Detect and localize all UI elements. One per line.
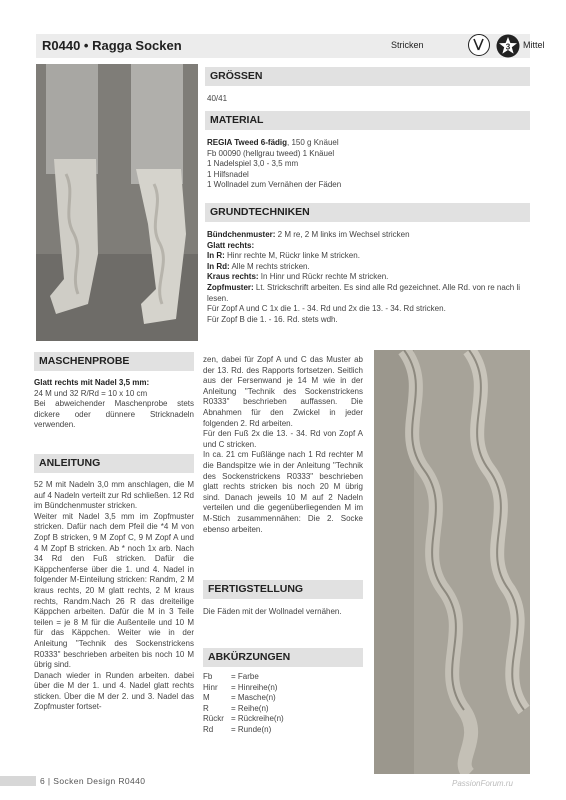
instructions-paragraph: Für den Fuß 2x die 13. - 34. Rd von Zopf A und C stricken. [203, 429, 363, 449]
material-line: 1 Hilfsnadel [207, 169, 249, 179]
socks-photo [36, 64, 198, 341]
knitting-needles-icon [468, 34, 490, 56]
size-value: 40/41 [207, 94, 228, 103]
abbreviation-row: Fb = Farbe [203, 672, 259, 681]
header-bar [36, 34, 545, 58]
section-heading-abkuerzungen: ABKÜRZUNGEN [203, 648, 363, 667]
category-label: Stricken [391, 40, 424, 50]
material-line: Fb 00090 (hellgrau tweed) 1 Knäuel [207, 148, 335, 158]
finishing-text: Die Fäden mit der Wollnadel vernähen. [203, 607, 342, 616]
material-line: REGIA Tweed 6-fädig, 150 g Knäuel [207, 138, 339, 147]
abbreviation-row: Hinr = Hinreihe(n) [203, 682, 278, 692]
abbreviations-list [203, 672, 363, 736]
section-heading-fertigstellung: FERTIGSTELLUNG [203, 580, 363, 599]
abbreviation-row: Rückr = Rückreihe(n) [203, 714, 284, 724]
technique-line: In Rd: Alle M rechts stricken. [207, 261, 310, 271]
section-heading-maschenprobe: MASCHENPROBE [34, 352, 194, 371]
section-heading-material: MATERIAL [205, 111, 530, 130]
abbreviation-row: R = Reihe(n) [203, 703, 269, 713]
section-heading-groessen: GRÖSSEN [205, 67, 530, 86]
abbreviation-row: Rd = Runde(n) [203, 724, 272, 734]
page-footer: 6 | Socken Design R0440 [40, 776, 146, 786]
section-heading-anleitung: ANLEITUNG [34, 454, 194, 473]
technique-line: Kraus rechts: In Hinr und Rückr rechte M stricken. [207, 272, 389, 282]
technique-line: Bündchenmuster: 2 M re, 2 M links im Wechsel stricken [207, 230, 410, 239]
instructions-paragraph: Danach wieder in Runden arbeiten. dabei über die M der 1. und 4. Nadel glatt rechts sticken. Über die M der 2. und 3. Nadel das Zopfmuster fortset- [34, 670, 194, 712]
difficulty-level-number: 3 [505, 42, 511, 52]
difficulty-star-icon [496, 34, 520, 58]
difficulty-label: Mittel [523, 40, 545, 50]
instructions-paragraph: Weiter mit Nadel 3,5 mm im Zopfmuster stricken. Dafür nach dem Pfeil die *4 M von Zopf B stricken, 9 M Zopf C, 9 M Zopf A und 4 M Zopf B stricken. Ab * noch 1x arb. Nach 34 Rd den Fuß stricken. Dafür die Käppchenferse über die 1. und 4. Nadel in folgender M-Einteilung stricken: Randm, 2 M kraus rechts, 20 M glatt rechts, 2 M kraus rechts, Randm.Nach 26 R das dreiteilige Käppchen arbeiten. Dafür die M in 3 Teile teilen = je 8 M für die Außenteile und 10 M für das Käppchen. Weiter wie in der Anleitung "Technik des Sockenstrickens R0333" beschrieben arbeiten bis noch 10 M übrig sind. [34, 511, 194, 670]
technique-line: Für Zopf A und C 1x die 1. - 34. Rd und 2x die 13. - 34. Rd stricken. [207, 304, 446, 314]
footer-accent-bar [0, 776, 36, 786]
material-line: 1 Wollnadel zum Vernähen der Fäden [207, 180, 342, 190]
material-list [207, 138, 527, 191]
abbreviation-row: M = Masche(n) [203, 693, 276, 703]
techniques-list [207, 230, 529, 325]
technique-line: Zopfmuster: Lt. Strickschrift arbeiten. Es sind alle Rd gezeichnet. Alle Rd. von re nach li lesen. [207, 282, 521, 303]
watermark: PassionForum.ru [452, 779, 513, 788]
technique-line: Für Zopf B die 1. - 16. Rd. stets wdh. [207, 314, 338, 324]
instructions-paragraph: zen, dabei für Zopf A und C das Muster ab der 13. Rd. des Rapports fortsetzen. Seitlich aus der Fersenwand je 14 M wie in der Anleitung "Technik des Sockenstrickens R0333" beschrieben auffassen. Die Abnahmen für den Zwickel in jeder folgenden 2. Rd arbeiten. [203, 355, 363, 428]
page-title: R0440 • Ragga Socken [42, 38, 182, 53]
technique-line: In R: Hinr rechte M, Rückr linke M stricken. [207, 251, 360, 261]
instructions-continued [203, 355, 363, 535]
instructions-text [34, 480, 194, 713]
section-heading-grundtechniken: GRUNDTECHNIKEN [205, 203, 530, 222]
material-line: 1 Nadelspiel 3,0 - 3,5 mm [207, 159, 299, 169]
gauge-text: Glatt rechts mit Nadel 3,5 mm: 24 M und 32 R/Rd = 10 x 10 cm Bei abweichender Maschenprobe stets dickere oder dünnere Stricknadeln verwenden. [34, 378, 194, 430]
knit-detail-photo [374, 350, 530, 774]
instructions-paragraph: 52 M mit Nadeln 3,0 mm anschlagen, die M auf 4 Nadeln verteilt zur Rd schließen. 12 Rd im Bündchenmuster stricken. [34, 480, 194, 511]
instructions-paragraph: In ca. 21 cm Fußlänge nach 1 Rd rechter M die Bandspitze wie in der Anleitung "Technik des Sockenstrickens R0333" beschrieben glatt rechts stricken bis noch 20 M übrig sind. Danach jeweils 10 M auf 2 Nadeln verteilen und die gegenüberliegenden M im M-Stich zusammennähen: Die 2. Socke ebenso arbeiten. [203, 450, 363, 534]
technique-line: Glatt rechts: [207, 240, 255, 250]
